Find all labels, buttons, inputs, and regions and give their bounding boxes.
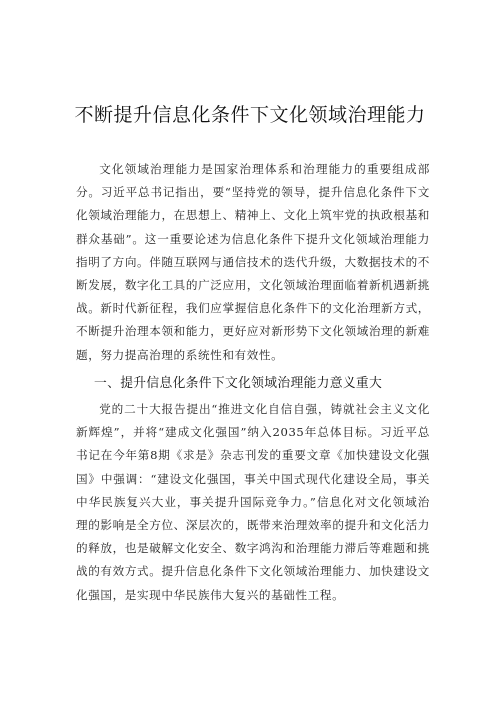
section-1-body: [76, 398, 430, 607]
document-title: 不断提升信息化条件下文化领域治理能力: [74, 104, 426, 126]
intro-paragraph: 文化领域治理能力是国家治理体系和治理能力的重要组成部分。习近平总书记指出，要“坚持党的领导，提升信息化条件下文化领域治理能力，在思想上、精神上、文化上筑牢党的执政根基和群众基础”。这一重要论述为信息化条件下提升文化领域治理能力指明了方向。伴随互联网与通信技术的迭代升级，大数据技术的不断发展，数字化工具的广泛应用，文化领域治理面临着新机遇新挑战。新时代新征程，我们应掌握信息化条件下的文化治理新方式，不断提升治理本领和能力，更好应对新形势下文化领域治理的新难题，努力提高治理的系统性和有效性。: [76, 162, 430, 362]
section-1-heading: 一、提升信息化条件下文化领域治理能力意义重大: [94, 376, 383, 391]
intro-section: [76, 158, 430, 367]
section-1-paragraph: 党的二十大报告提出“推进文化自信自强，铸就社会主义文化新辉煌”，并将“建成文化强国”纳入2035年总体目标。习近平总书记在今年第8期《求是》杂志刊发的重要文章《加快建设文化强国》中强调：“建设文化强国，事关中国式现代化建设全局，事关中华民族复兴大业，事关提升国际竞争力。”信息化对文化领域治理的影响是全方位、深层次的，既带来治理效率的提升和文化活力的释放，也是破解文化安全、数字鸿沟和治理能力滞后等难题和挑战的有效方式。提升信息化条件下文化领域治理能力、加快建设文化强国，是实现中华民族伟大复兴的基础性工程。: [76, 402, 430, 602]
